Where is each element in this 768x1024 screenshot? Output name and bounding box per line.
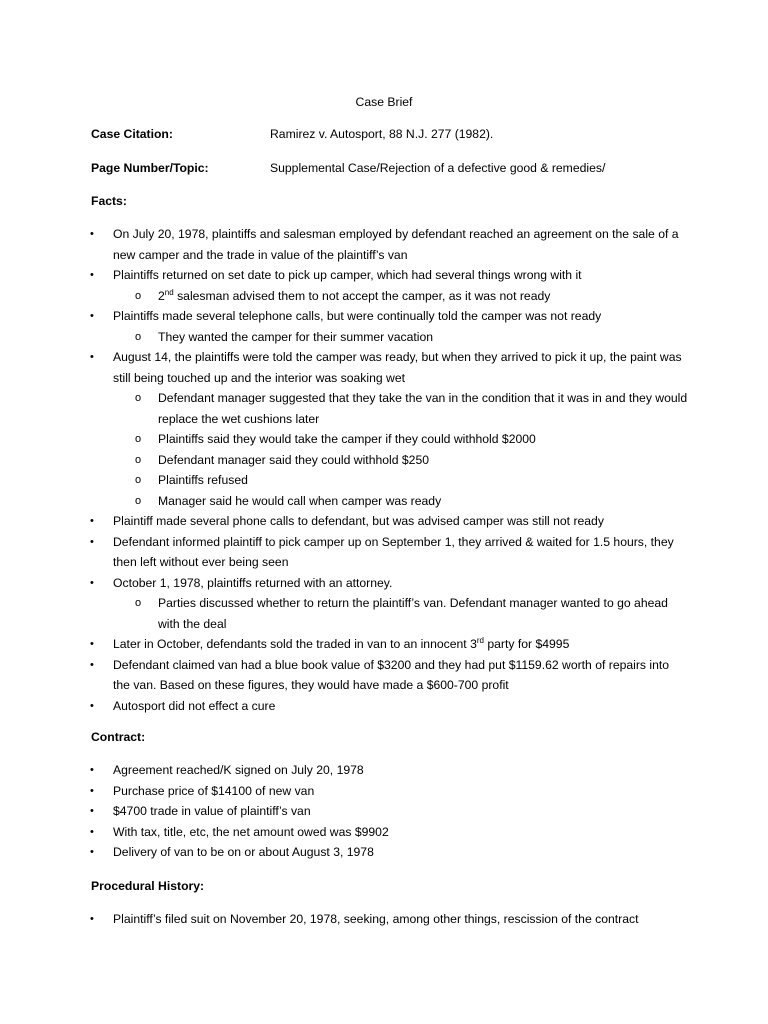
list-item: [0, 532, 768, 573]
sub-list-item: [113, 491, 688, 512]
sub-bullet-icon: o: [135, 597, 142, 609]
sub-list-item: [113, 429, 688, 450]
sub-bullet-icon: o: [135, 330, 142, 343]
contract-heading: Contract:: [91, 730, 146, 744]
sub-fact-text: Defendant manager said they could withhold $250: [158, 452, 430, 467]
sub-fact-text: They wanted the camper for their summer vacation: [158, 329, 434, 344]
sub-list-item: [113, 327, 688, 348]
page-title: Case Brief: [355, 95, 413, 109]
sub-bullet-icon: o: [135, 289, 142, 302]
bullet-icon: •: [90, 846, 94, 858]
contract-text: Delivery of van to be on or about August 3, 1978: [113, 845, 374, 859]
list-item: [0, 224, 768, 265]
list-item: [0, 842, 768, 863]
sub-list: [113, 388, 688, 511]
sub-bullet-icon: o: [135, 494, 142, 507]
fact-text: Plaintiffs returned on set date to pick up camper, which had several things wrong with it: [113, 268, 582, 282]
sub-bullet-icon: o: [135, 392, 142, 404]
list-item: [0, 781, 768, 802]
list-item: [0, 801, 768, 822]
bullet-icon: •: [90, 764, 94, 776]
fact-text: Autosport did not effect a cure: [113, 698, 276, 713]
bullet-icon: •: [90, 351, 94, 363]
sub-bullet-icon: o: [135, 453, 142, 466]
list-item: [0, 265, 768, 306]
case-citation-label: Case Citation:: [91, 127, 173, 141]
bullet-icon: •: [90, 535, 94, 548]
fact-text: Plaintiff made several phone calls to defendant, but was advised camper was still not ready: [113, 514, 604, 528]
list-item: [0, 634, 768, 655]
sub-fact-text: Manager said he would call when camper was ready: [158, 493, 442, 508]
sub-fact-text: 2nd salesman advised them to not accept the camper, as it was not ready: [158, 287, 551, 303]
contract-list: [0, 760, 768, 863]
fact-text: Later in October, defendants sold the traded in van to an innocent 3rd party for $4995: [113, 635, 570, 651]
list-item: [0, 655, 768, 696]
fact-text: Defendant informed plaintiff to pick camper up on September 1, they arrived & waited for 1.5 hours, they then left without ever being seen: [113, 534, 674, 569]
sub-list-item: [113, 593, 688, 634]
sub-fact-text: Plaintiffs refused: [158, 473, 248, 487]
bullet-icon: •: [90, 515, 94, 527]
sub-list-item: [113, 388, 688, 429]
bullet-icon: •: [90, 699, 94, 712]
list-item: [0, 909, 768, 930]
fact-text: Plaintiffs made several telephone calls, but were continually told the camper was not ready: [113, 309, 602, 323]
sub-list: [113, 593, 688, 634]
sub-list-item: [113, 286, 688, 307]
bullet-icon: •: [90, 576, 94, 589]
sub-fact-text: Defendant manager suggested that they take the van in the condition that it was in and they would replace the wet cushions later: [158, 391, 688, 426]
contract-text: $4700 trade in value of plaintiff’s van: [113, 804, 311, 818]
bullet-icon: •: [90, 805, 94, 817]
contract-text: Agreement reached/K signed on July 20, 1978: [113, 763, 364, 777]
procedural-history-list: [0, 909, 768, 930]
sub-fact-text: Plaintiffs said they would take the camper if they could withhold $2000: [158, 432, 536, 446]
fact-text: Defendant claimed van had a blue book value of $3200 and they had put $1159.62 worth of repairs into the van. Based on these figures, they would have made a $600-700 profit: [113, 657, 670, 692]
list-item: [0, 511, 768, 532]
list-item: [0, 573, 768, 635]
bullet-icon: •: [90, 269, 94, 281]
bullet-icon: •: [90, 913, 94, 925]
sub-list-item: [113, 470, 688, 491]
sub-list: [113, 327, 688, 348]
bullet-icon: •: [90, 228, 94, 240]
procedural-text: Plaintiff’s filed suit on November 20, 1978, seeking, among other things, rescission of the contract: [113, 912, 639, 926]
sub-list-item: [113, 450, 688, 471]
sub-list: [113, 286, 688, 307]
sub-bullet-icon: o: [135, 433, 142, 445]
bullet-icon: •: [90, 638, 94, 650]
page-topic-value: Supplemental Case/Rejection of a defective good & remedies/: [270, 161, 606, 175]
list-item: [0, 822, 768, 843]
contract-text: Purchase price of $14100 of new van: [113, 783, 315, 798]
bullet-icon: •: [90, 825, 94, 838]
sub-fact-text: Parties discussed whether to return the plaintiff’s van. Defendant manager wanted to go ahead with the deal: [158, 596, 668, 631]
case-citation-value: Ramirez v. Autosport, 88 N.J. 277 (1982).: [270, 127, 494, 141]
contract-text: With tax, title, etc, the net amount owed was $9902: [113, 824, 389, 839]
list-item: [0, 306, 768, 347]
bullet-icon: •: [90, 784, 94, 797]
bullet-icon: •: [90, 310, 94, 322]
sub-bullet-icon: o: [135, 474, 142, 486]
fact-text: On July 20, 1978, plaintiffs and salesman employed by defendant reached an agreement on the sale of a new camper and the trade in value of the plaintiff’s van: [113, 227, 679, 262]
facts-list: [0, 224, 768, 716]
facts-heading: Facts:: [91, 194, 127, 208]
list-item: [0, 696, 768, 717]
bullet-icon: •: [90, 658, 94, 671]
procedural-history-heading: Procedural History:: [91, 879, 205, 893]
fact-text: October 1, 1978, plaintiffs returned with an attorney.: [113, 575, 393, 590]
list-item: [0, 760, 768, 781]
page-topic-label: Page Number/Topic:: [91, 161, 209, 175]
fact-text: August 14, the plaintiffs were told the camper was ready, but when they arrived to pick it up, the paint was still being touched up and the interior was soaking wet: [113, 350, 682, 385]
list-item: [0, 347, 768, 511]
